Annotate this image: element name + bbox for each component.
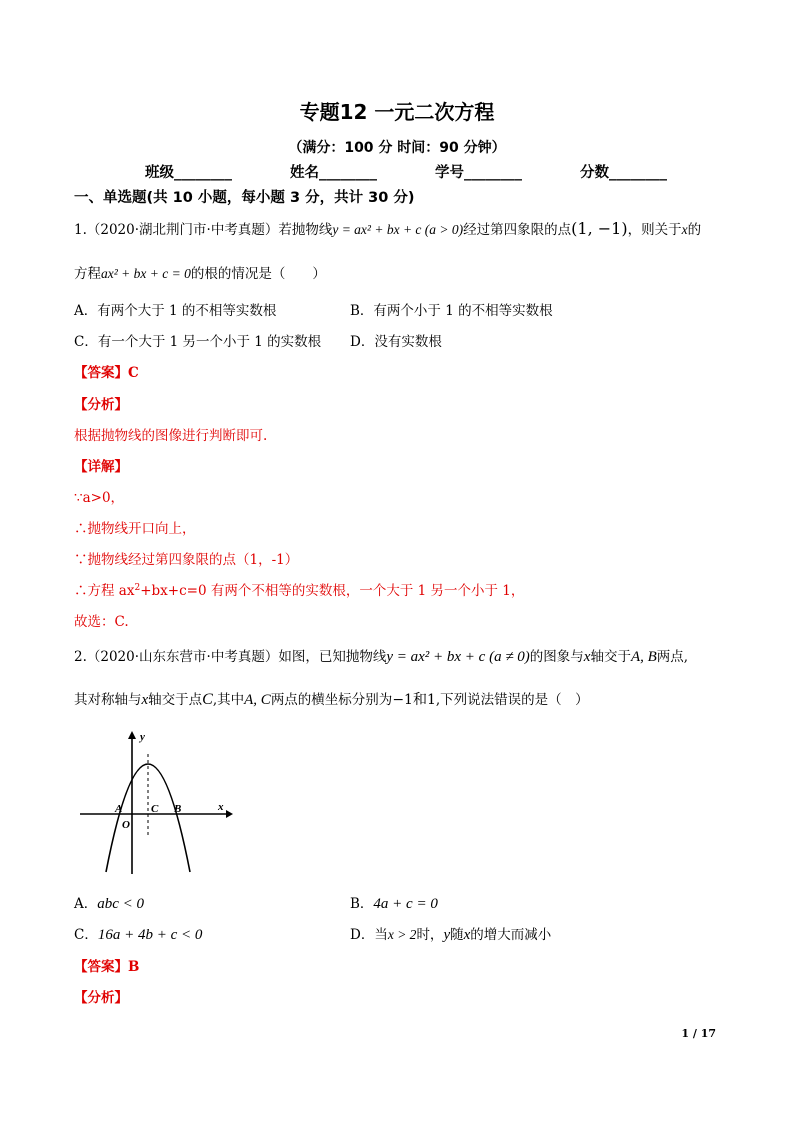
q2-equation: y = ax² + bx + c (a ≠ 0): [386, 649, 530, 665]
q1-analysis: 根据抛物线的图像进行判断即可.: [74, 428, 268, 444]
page-number: 1 / 17: [681, 1027, 716, 1040]
q1-text-de: 的: [687, 222, 702, 238]
q2-line2-e: ,下列说法错误的是（ ）: [435, 692, 589, 708]
q1-text-end: ，则关于: [627, 222, 682, 238]
q1-step-3: ∵抛物线经过第四象限的点（1，-1）: [74, 552, 299, 568]
q1-step-4: [74, 579, 524, 599]
q2-option-d-mid: 时，: [416, 927, 444, 943]
q2-option-d-x: x: [463, 927, 471, 943]
score-field: 分数________: [580, 165, 667, 181]
q2-option-d-label: D．当: [350, 927, 388, 943]
q2-option-a-label: A．: [74, 896, 98, 912]
q1-step-4-sup: 2: [134, 583, 141, 593]
q2-text-end: 两点,: [656, 649, 689, 665]
q1-source: 1.（2020·湖北荆门市·中考真题）若抛物线: [74, 222, 333, 238]
q1-line2-end: 的根的情况是（ ）: [190, 266, 326, 282]
q2-line2-d: 两点的横坐标分别为: [270, 692, 393, 708]
q2-option-d-cond: x > 2: [387, 927, 417, 942]
c-label: C: [151, 803, 159, 815]
page-title: 专题12 一元二次方程: [299, 100, 495, 124]
section-heading: 一、单选题(共 10 小题，每小题 3 分，共计 30 分): [74, 190, 415, 206]
q2-line2-ac: A, C: [244, 692, 271, 708]
name-field: 姓名________: [290, 165, 377, 181]
q1-step-2: ∴抛物线开口向上，: [74, 521, 196, 537]
class-field: 班级________: [145, 165, 232, 181]
q1-step-4b: +bx+c=0 有两个不相等的实数根，一个大于 1 另一个小于 1，: [140, 583, 525, 599]
y-label: y: [140, 731, 145, 743]
q2-option-c: [74, 923, 202, 944]
student-id-field: 学号________: [435, 165, 522, 181]
q2-line2-c: ,其中: [212, 692, 245, 708]
q1-var-x: x: [681, 222, 688, 237]
q2-option-b: [350, 892, 438, 913]
q1-answer: 【答案】C: [74, 365, 139, 381]
q1-step-5: 故选：C.: [74, 614, 129, 630]
q2-answer: 【答案】B: [74, 959, 140, 975]
q2-option-d-end: 的增大而减小: [470, 927, 552, 943]
q2-option-d-y: y: [443, 927, 451, 943]
q1-option-a: A．有两个大于 1 的不相等实数根: [74, 303, 277, 319]
q1-step-4a: ∴方程 ax: [74, 583, 135, 599]
q2-source: 2.（2020·山东东营市·中考真题）如图，已知抛物线: [74, 649, 387, 665]
q2-option-d: [350, 923, 551, 944]
q1-text-mid: 经过第四象限的点: [463, 222, 572, 238]
q2-analysis-label: 【分析】: [74, 990, 128, 1006]
q2-line2-vals: −1和1: [392, 692, 436, 708]
q2-line2-a: 其对称轴与: [74, 692, 142, 708]
q2-points-ab: A, B: [630, 649, 657, 665]
q2-option-b-label: B．: [350, 896, 374, 912]
parabola-graph: [76, 726, 236, 876]
q1-option-d: D．没有实数根: [350, 334, 442, 350]
q1-equation: y = ax² + bx + c (a > 0): [332, 222, 464, 237]
q1-option-b: B．有两个小于 1 的不相等实数根: [350, 303, 553, 319]
q2-text-mid: 的图象与: [529, 649, 584, 665]
q2-option-a: [74, 892, 144, 913]
y-axis-arrow: [128, 731, 136, 739]
q1-line1: [74, 218, 701, 238]
q2-var-x: x: [583, 649, 591, 665]
q2-line1: [74, 645, 688, 666]
q2-option-c-label: C．: [74, 927, 98, 943]
a-label: A: [115, 803, 123, 815]
exam-info: （满分：100 分 时间：90 分钟）: [288, 140, 506, 156]
q1-line2-start: 方程: [74, 266, 101, 282]
q2-line2-c-point: C: [202, 691, 213, 708]
x-axis-arrow: [226, 810, 233, 818]
q1-point: (1, −1): [571, 219, 628, 238]
q2-option-a-expr: abc < 0: [97, 896, 145, 912]
q2-option-d-text: 随: [450, 927, 464, 943]
q2-line2-b: 轴交于点: [148, 692, 203, 708]
b-label: B: [174, 803, 182, 815]
q1-line2: [74, 262, 326, 282]
q1-option-c: C．有一个大于 1 另一个小于 1 的实数根: [74, 334, 322, 350]
q1-analysis-label: 【分析】: [74, 397, 128, 413]
q2-option-c-expr: 16a + 4b + c < 0: [97, 927, 203, 943]
q2-option-b-expr: 4a + c = 0: [373, 896, 438, 912]
x-label: x: [218, 801, 224, 813]
q1-detail-label: 【详解】: [74, 459, 128, 475]
q2-line2: [74, 688, 589, 709]
o-label: O: [122, 819, 130, 831]
q2-line2-x: x: [141, 692, 149, 708]
q2-text-axis: 轴交于: [590, 649, 631, 665]
q1-equation2: ax² + bx + c = 0: [101, 266, 191, 281]
q1-step-1: ∵a>0，: [74, 490, 125, 506]
